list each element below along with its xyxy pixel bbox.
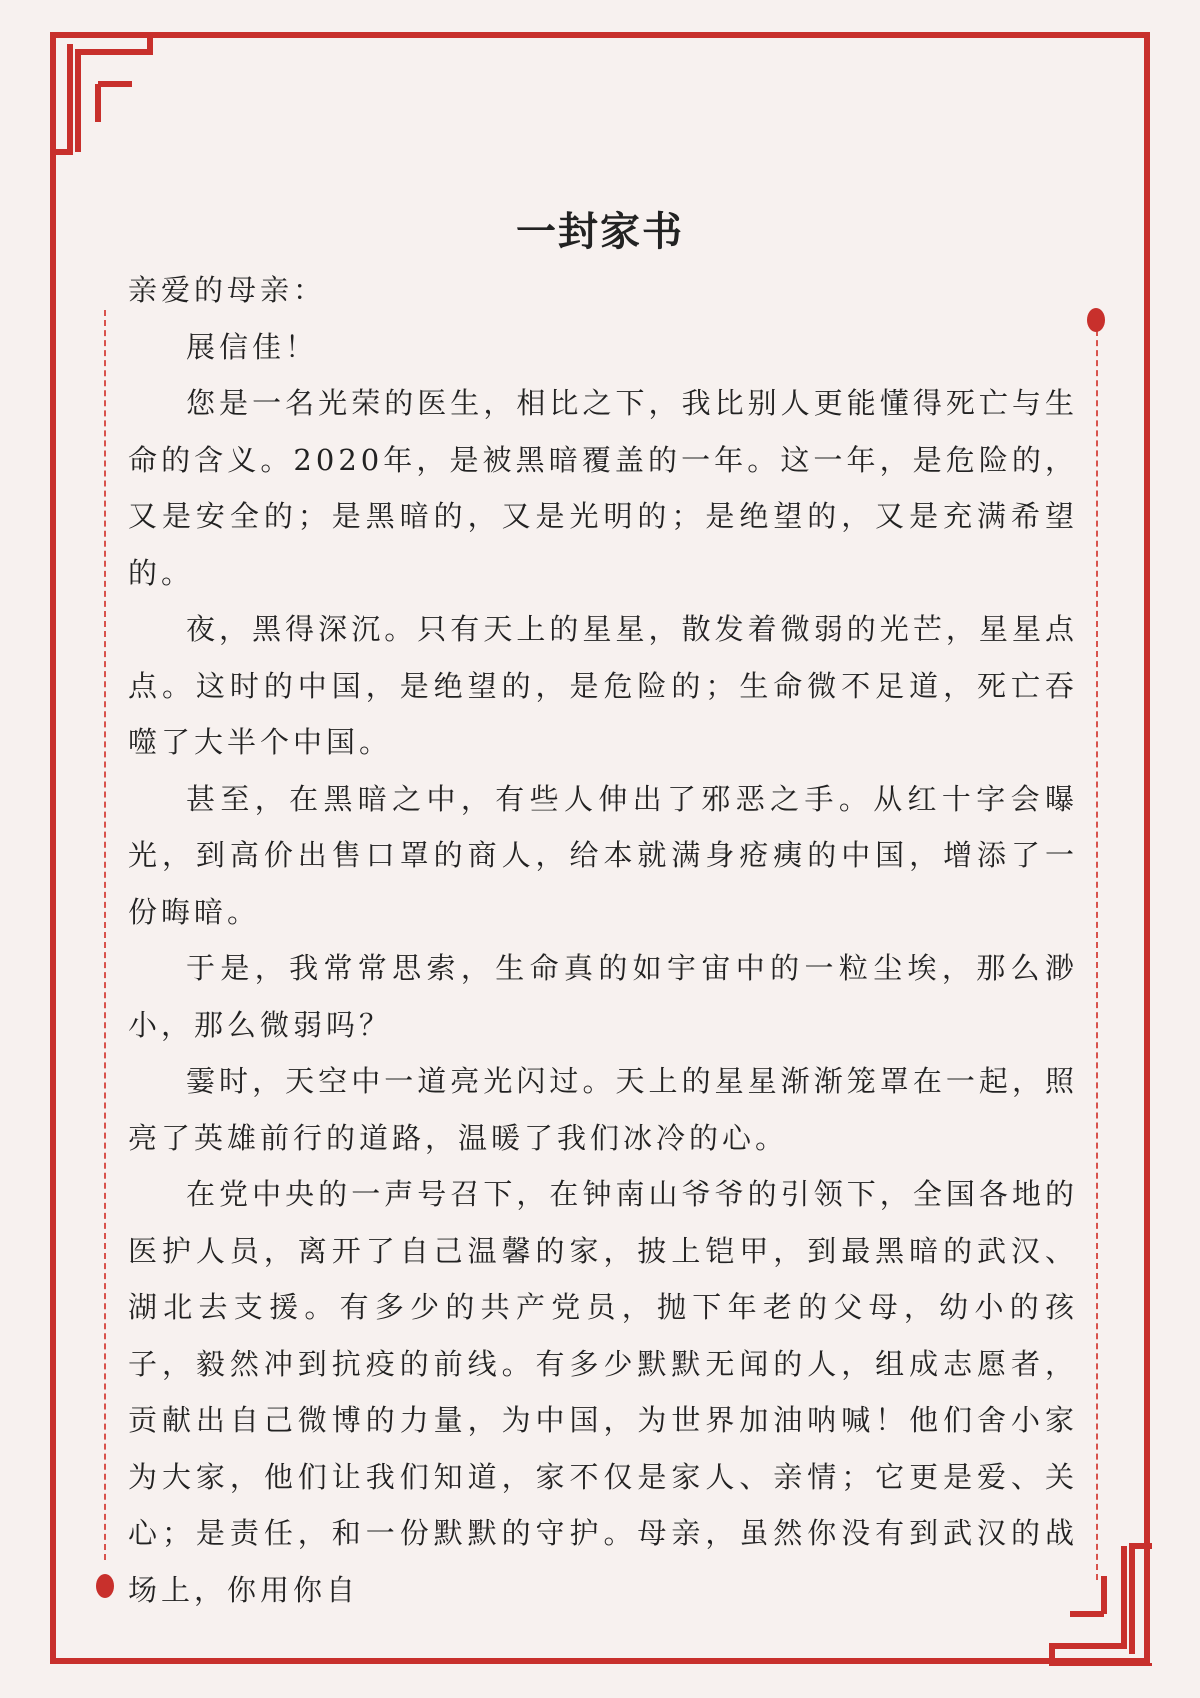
red-dot-right — [1087, 308, 1105, 332]
corner-ornament-top-left — [50, 32, 160, 172]
paragraph: 夜，黑得深沉。只有天上的星星，散发着微弱的光芒，星星点点。这时的中国，是绝望的，是危险的；生命微不足道，死亡吞噬了大半个中国。 — [128, 612, 1078, 759]
red-dot-left — [96, 1574, 114, 1598]
dashed-line-left — [104, 310, 106, 1560]
salutation: 亲爱的母亲： — [128, 273, 327, 307]
paragraph: 在党中央的一声号召下，在钟南山爷爷的引领下，全国各地的医护人员，离开了自己温馨的家，披上铠甲，到最黑暗的武汉、湖北去支援。有多少的共产党员，抛下年老的父母，幼小的孩子，毅然冲到抗疫的前线。有多少默默无闻的人，组成志愿者，贡献出自己微博的力量，为中国，为世界加油呐喊！他们舍小家为大家，他们让我们知道，家不仅是家人、亲情；它更是爱、关心；是责任，和一份默默的守护。母亲，虽然你没有到武汉的战场上，你用你自 — [128, 1177, 1078, 1607]
paragraph: 于是，我常常思索，生命真的如宇宙中的一粒尘埃，那么渺小，那么微弱吗？ — [128, 951, 1078, 1042]
paragraph: 甚至，在黑暗之中，有些人伸出了邪恶之手。从红十字会曝光，到高价出售口罩的商人，给本就满身疮痍的中国，增添了一份晦暗。 — [128, 781, 1078, 929]
paragraph: 您是一名光荣的医生，相比之下，我比别人更能懂得死亡与生命的含义。2020年，是被黑暗覆盖的一年。这一年，是危险的，又是安全的；是黑暗的，又是光明的；是绝望的，又是充满希望的。 — [128, 386, 1078, 590]
paragraph: 展信佳！ — [186, 329, 319, 364]
letter-title: 一封家书 — [516, 209, 684, 255]
letter-body — [128, 262, 1078, 1618]
dashed-line-right — [1096, 320, 1098, 1580]
paragraph: 霎时，天空中一道亮光闪过。天上的星星渐渐笼罩在一起，照亮了英雄前行的道路，温暖了我们冰冷的心。 — [128, 1064, 1078, 1155]
